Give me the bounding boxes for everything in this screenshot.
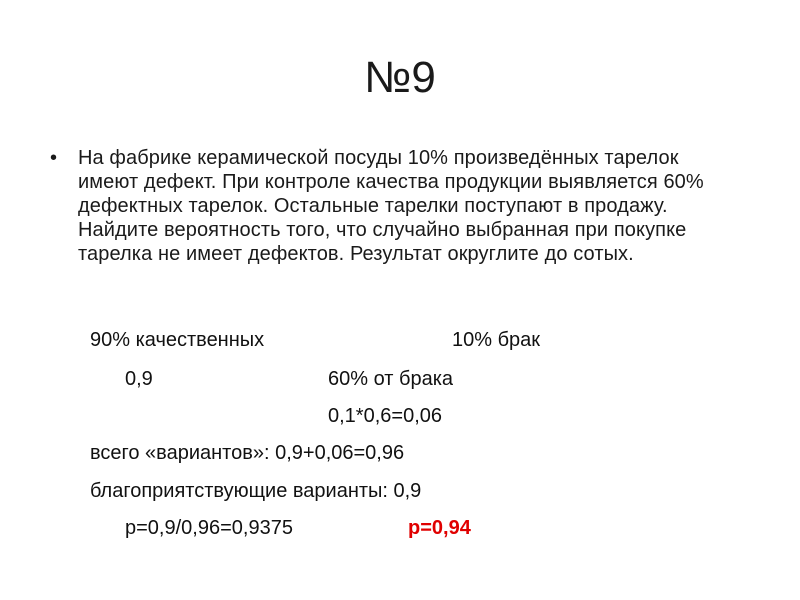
total-variants: всего «вариантов»: 0,9+0,06=0,96 [90, 442, 405, 464]
defect-label: 10% брак [452, 329, 541, 351]
found-label: 60% от брака [328, 368, 453, 390]
found-calc: 0,1*0,6=0,06 [328, 405, 442, 427]
problem-bullet [50, 146, 780, 266]
problem-text: На фабрике керамической посуды 10% произведённых тарелок имеют дефект. При контроле качества продукции выявляется 60% дефектных тарелок. Остальные тарелки поступают в продажу. Найдите вероятность того, что случайно выбранная при покупке тарелка не имеет дефектов. Результат округлите до сотых. [78, 147, 704, 265]
favorable-variants: благоприятствующие варианты: 0,9 [90, 480, 422, 502]
probability-calc: р=0,9/0,96=0,9375 [125, 517, 293, 539]
answer: р=0,94 [408, 517, 471, 539]
slide-title: №9 [364, 53, 436, 102]
quality-label: 90% качественных [90, 329, 265, 351]
quality-prob: 0,9 [125, 368, 153, 390]
bullet-icon: • [50, 147, 58, 169]
